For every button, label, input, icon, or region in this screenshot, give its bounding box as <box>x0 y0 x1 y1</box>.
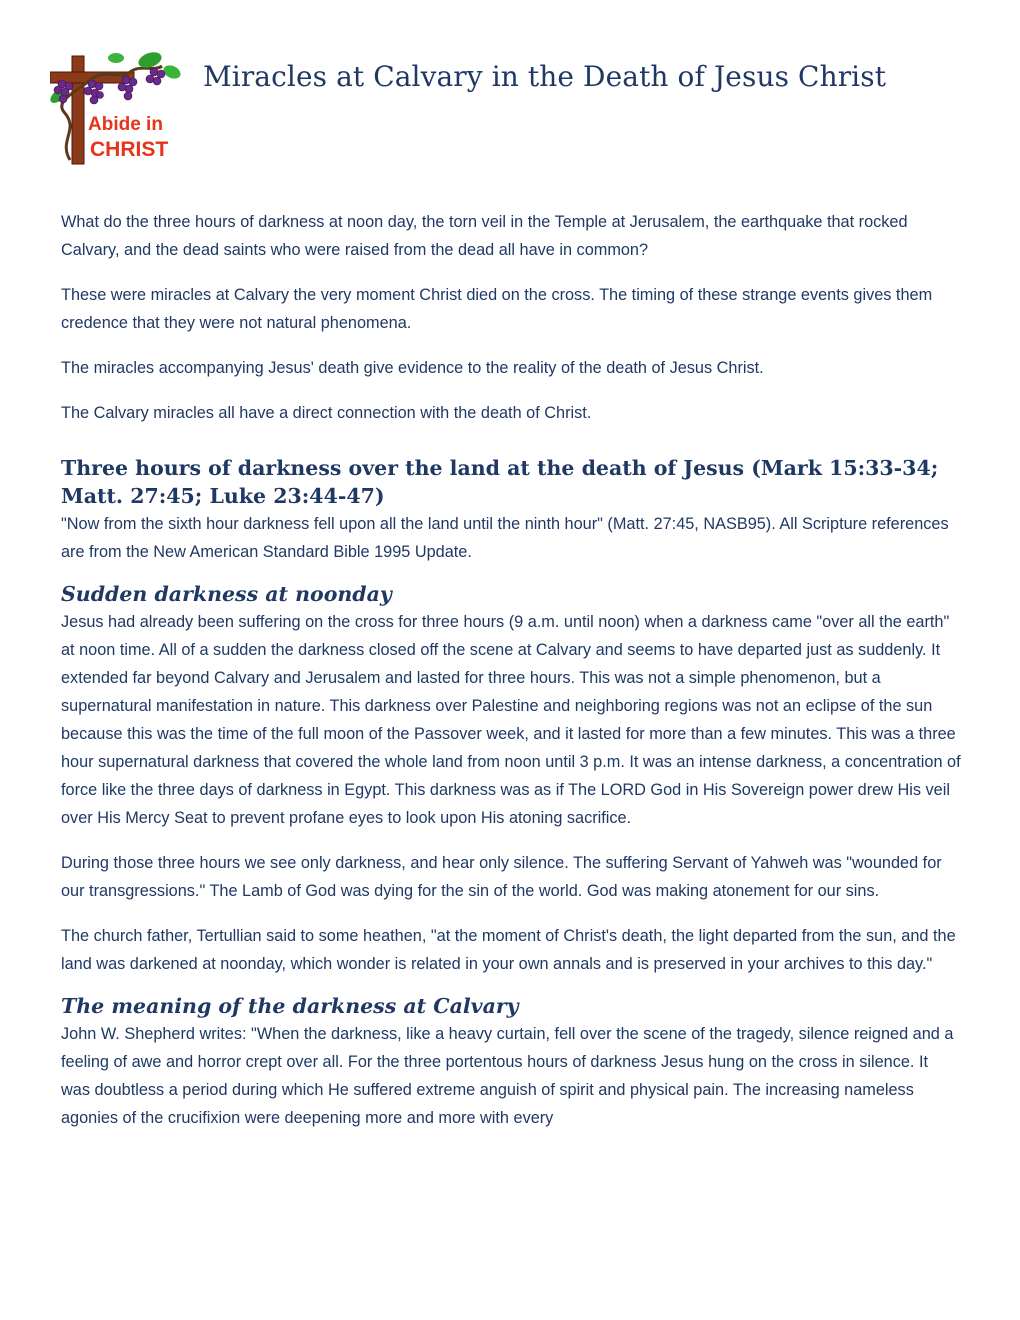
darkness-section <box>61 454 961 566</box>
meaning-of-darkness-section <box>61 992 961 1132</box>
intro-paragraph: The miracles accompanying Jesus' death give evidence to the reality of the death of Jesus Christ. <box>61 359 764 377</box>
intro-section <box>61 208 961 427</box>
subsection-heading: The meaning of the darkness at Calvary <box>61 994 519 1018</box>
body-paragraph: The church father, Tertullian said to some heathen, "at the moment of Christ's death, the light departed from the sun, and the land was darkened at noonday, which wonder is related in your own annals and is preserved in your archives to this day." <box>61 927 956 973</box>
page-title: Miracles at Calvary in the Death of Jesus Christ <box>203 60 887 93</box>
intro-paragraph: What do the three hours of darkness at noon day, the torn veil in the Temple at Jerusalem, the earthquake that rocked Calvary, and the dead saints who were raised from the dead all have in common? <box>61 213 908 259</box>
subsection-heading: Sudden darkness at noonday <box>61 582 392 606</box>
body-paragraph: John W. Shepherd writes: "When the darkness, like a heavy curtain, fell over the scene of the tragedy, silence reigned and a feeling of awe and horror crept over all. For the three portentous hours of darkness Jesus hung on the cross in silence. It was doubtless a period during which He suffered extreme anguish of spirit and physical pain. The increasing nameless agonies of the crucifixion were deepening more and more with every <box>61 1025 954 1127</box>
logo-line1: Abide in <box>88 114 163 135</box>
body-paragraph: During those three hours we see only darkness, and hear only silence. The suffering Servant of Yahweh was "wounded for our transgressions." The Lamb of God was dying for the sin of the world. God was making atonement for our sins. <box>61 854 942 900</box>
section-heading: Three hours of darkness over the land at the death of Jesus (Mark 15:33-34; Matt. 27:45; Luke 23:44-47) <box>61 456 939 508</box>
intro-paragraph: These were miracles at Calvary the very moment Christ died on the cross. The timing of these strange events gives them credence that they were not natural phenomena. <box>61 286 933 332</box>
intro-paragraph: The Calvary miracles all have a direct connection with the death of Christ. <box>61 404 592 422</box>
logo-line2: CHRIST <box>90 138 169 161</box>
cross-grapevine-icon <box>50 50 182 168</box>
abide-in-christ-logo <box>50 50 182 168</box>
body-paragraph: Jesus had already been suffering on the cross for three hours (9 a.m. until noon) when a darkness came "over all the earth" at noon time. All of a sudden the darkness closed off the scene at Calvary and seems to have departed just as suddenly. It extended far beyond Calvary and Jerusalem and lasted for three hours. This was not a simple phenomenon, but a supernatural manifestation in nature. This darkness over Palestine and neighboring regions was not an eclipse of the sun because this was the time of the full moon of the Passover week, and it lasted for more than a few minutes. This was a three hour supernatural darkness that covered the whole land from noon until 3 p.m. It was an intense darkness, a concentration of force like the three days of darkness in Egypt. This darkness was as if The LORD God in His Sovereign power drew His veil over His Mercy Seat to prevent profane eyes to look upon His atoning sacrifice. <box>61 613 961 827</box>
document-body <box>61 208 961 1132</box>
scripture-quote: "Now from the sixth hour darkness fell upon all the land until the ninth hour" (Matt. 27:45, NASB95). All Scripture references are from the New American Standard Bible 1995 Update. <box>61 515 949 561</box>
sudden-darkness-section <box>61 580 961 978</box>
